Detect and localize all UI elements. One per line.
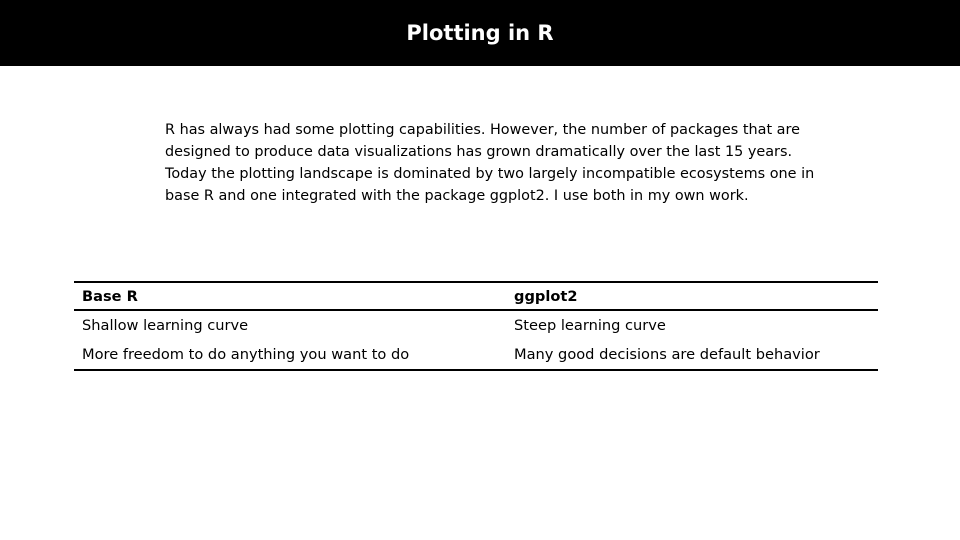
table-cell: Many good decisions are default behavior <box>506 340 878 370</box>
title-bar <box>0 0 960 66</box>
table-row <box>74 310 878 340</box>
slide-title: Plotting in R <box>406 21 554 45</box>
comparison-table <box>74 281 878 371</box>
table-row <box>74 340 878 370</box>
intro-paragraph: R has always had some plotting capabilities. However, the number of packages that are designed to produce data visualizations has grown dramatically over the last 15 years. Today the plotting landscape is dominated by two largely incompatible ecosystems one in base R and one integrated with the package ggplot2. I use both in my own work. <box>165 122 815 204</box>
table-cell: More freedom to do anything you want to do <box>74 340 506 370</box>
table-cell: Steep learning curve <box>514 317 666 334</box>
table-header-row <box>74 282 878 310</box>
header-ggplot2: ggplot2 <box>506 282 878 310</box>
header-base-r: Base R <box>74 282 506 310</box>
table-cell: Shallow learning curve <box>82 317 249 334</box>
